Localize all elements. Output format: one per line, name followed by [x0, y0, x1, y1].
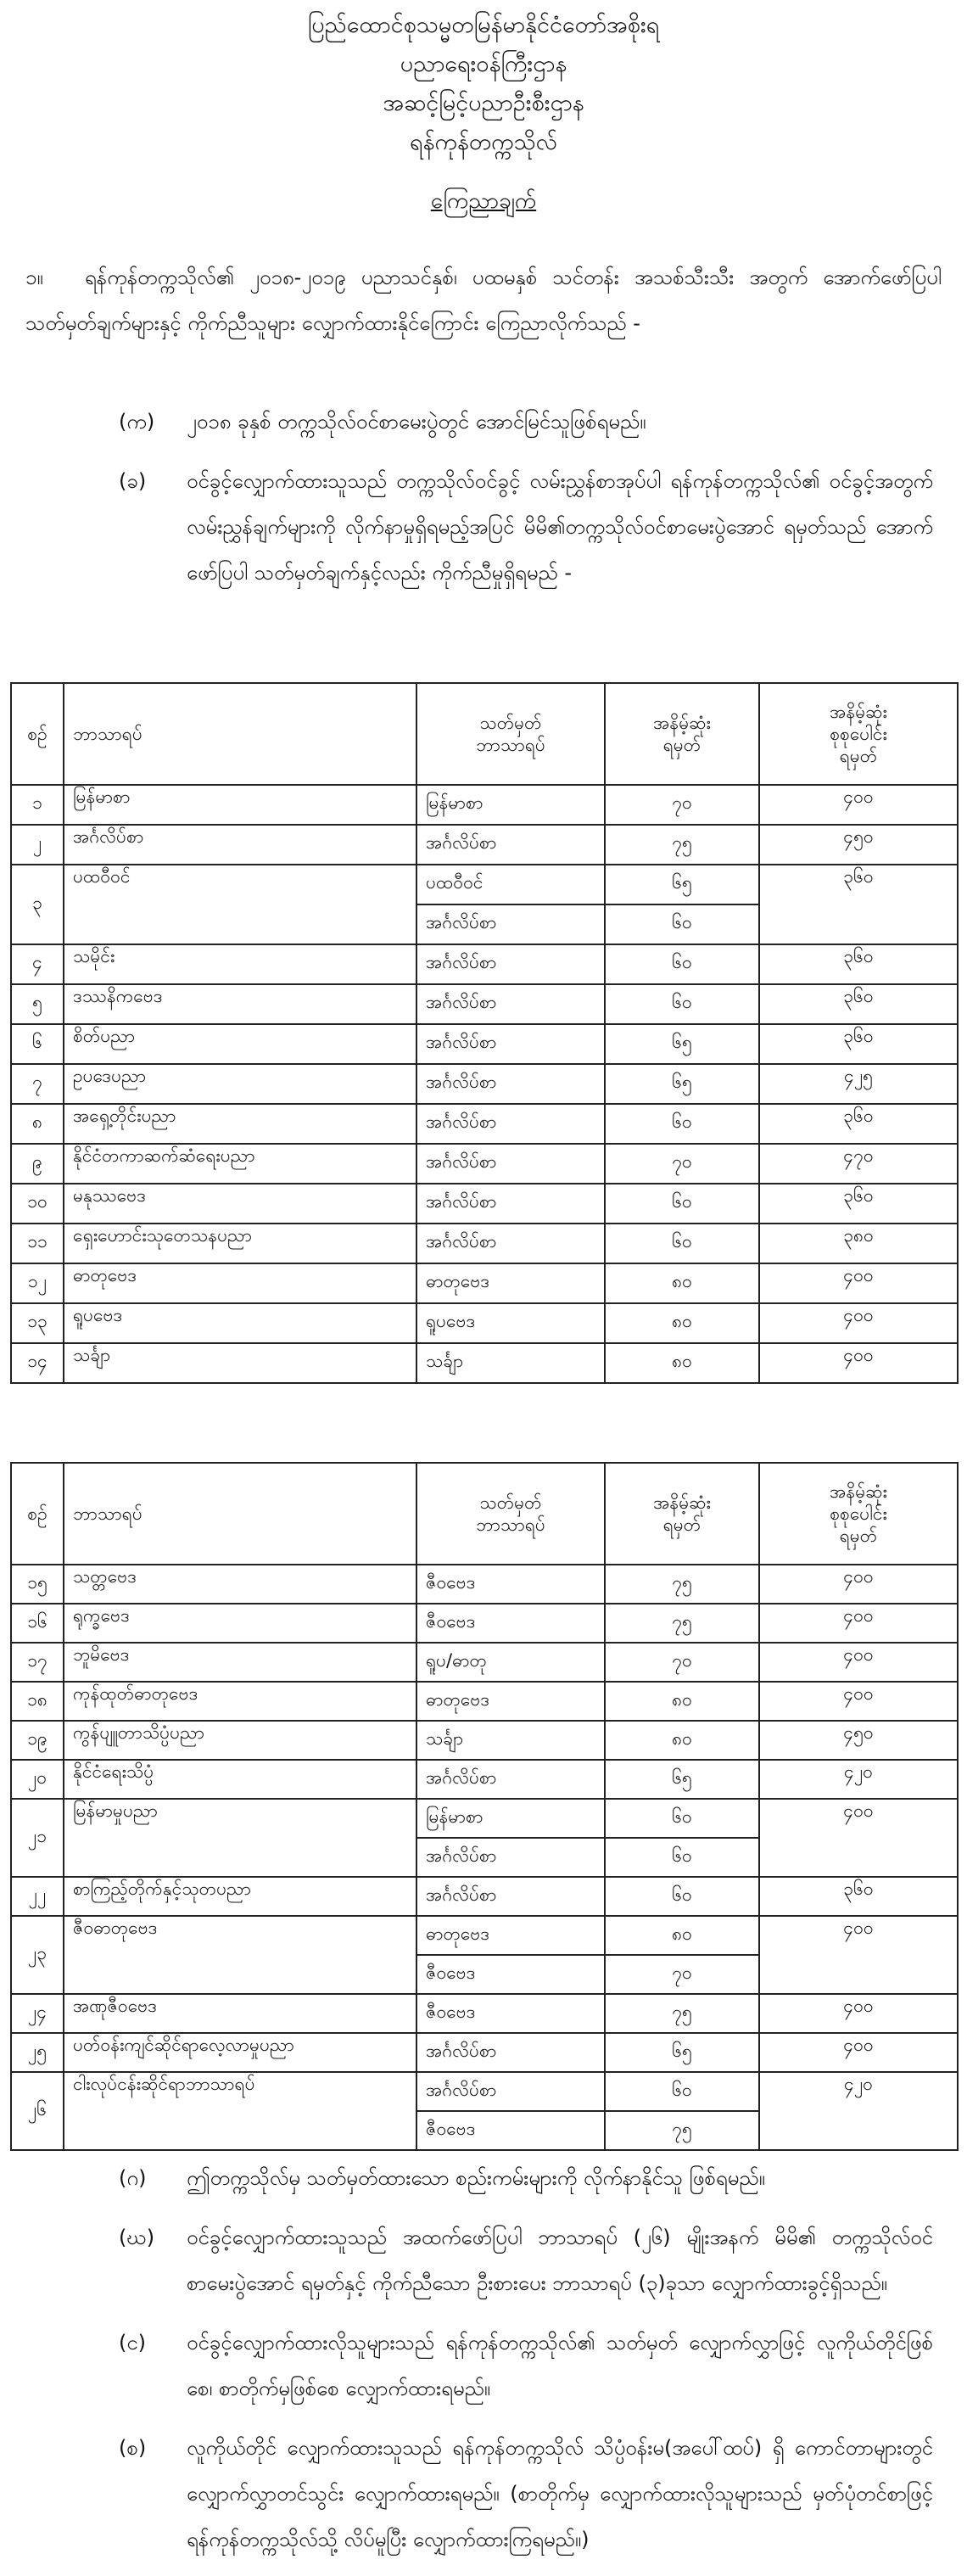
subject-cell: အရှေ့တိုင်းပညာ [64, 1104, 416, 1144]
table-row [11, 2072, 958, 2111]
total-score-cell: ၄၀၀ [759, 785, 958, 825]
condition-marker: (ဂ) [119, 2166, 147, 2190]
row-number: ၂၄ [11, 1994, 64, 2033]
subject-cell: ဓာတုဗေဒ [64, 1263, 416, 1303]
subject-cell: စာကြည့်တိုက်နှင့်သုတပညာ [64, 1877, 416, 1916]
header-no: စဉ် [11, 1463, 64, 1565]
total-score-cell: ၄၀၀ [759, 1565, 958, 1604]
total-score-cell: ၄၀၀ [759, 1994, 958, 2033]
row-number: ၂၁ [11, 1799, 64, 1877]
designated-subject-cell: ရူပ/ဓာတု [416, 1643, 605, 1682]
header-min-score: အနိမ့်ဆုံး ရမှတ် [605, 683, 759, 785]
subject-cell: နိုင်ငံတကာဆက်ဆံရေးပညာ [64, 1144, 416, 1184]
designated-subject-cell: အင်္ဂလိပ်စာ [416, 1838, 605, 1877]
row-number: ၁၁ [11, 1224, 64, 1263]
min-score-cell: ၇၅ [605, 1994, 759, 2033]
designated-subject-cell: ဓာတုဗေဒ [416, 1263, 605, 1303]
total-score-cell: ၃၆၀ [759, 1877, 958, 1916]
total-score-cell: ၄၀၀ [759, 1604, 958, 1643]
total-score-cell: ၄၀၀ [759, 1263, 958, 1303]
total-score-cell: ၃၆၀ [759, 1024, 958, 1064]
min-score-cell: ၆၀ [605, 1877, 759, 1916]
designated-subject-cell: အင်္ဂလိပ်စာ [416, 1760, 605, 1799]
table-row [11, 825, 958, 865]
row-number: ၃ [11, 865, 64, 944]
designated-subject-cell: ဇီဝဗေဒ [416, 1604, 605, 1643]
condition-item [119, 2215, 933, 2306]
designated-subject-cell: ဇီဝဗေဒ [416, 2111, 605, 2150]
table-row [11, 1064, 958, 1104]
min-score-cell: ၈၀ [605, 1263, 759, 1303]
row-number: ၂၂ [11, 1877, 64, 1916]
min-score-cell: ၆၀ [605, 944, 759, 984]
row-number: ၂ [11, 825, 64, 865]
header-total-score: အနိမ့်ဆုံး စုစုပေါင်း ရမှတ် [759, 1463, 958, 1565]
total-score-cell: ၄၂၀ [759, 2072, 958, 2150]
row-number: ၂၃ [11, 1916, 64, 1994]
intro-text: ရန်ကုန်တက္ကသိုလ်၏ ၂၀၁၈-၂၀၁၉ ပညာသင်နှစ်၊ ပထမနှစ် သင်တန်း အသစ်သီးသီး အတွက် အောက်ဖော်ပြပါ သတ်မှတ်ချက်များနှင့် ကိုက်ညီသူများ လျှောက်ထားနိုင်ကြောင်း ကြေညာလိုက်သည် - [25, 266, 942, 335]
min-score-cell: ၆၅ [605, 865, 759, 904]
condition-text: ဤတက္ကသိုလ်မှ သတ်မှတ်ထားသော စည်းကမ်းများကို လိုက်နာနိုင်သူ ဖြစ်ရမည်။ [187, 2166, 765, 2190]
min-score-cell: ၆၀ [605, 984, 759, 1024]
row-number: ၁၀ [11, 1184, 64, 1224]
subject-cell: ရုက္ခဗေဒ [64, 1604, 416, 1643]
designated-subject-cell: ပထဝီဝင် [416, 865, 605, 904]
designated-subject-cell: အင်္ဂလိပ်စာ [416, 2072, 605, 2111]
condition-marker: (ခ) [119, 469, 147, 493]
row-number: ၄ [11, 944, 64, 984]
total-score-cell: ၄၀၀ [759, 2033, 958, 2072]
table-header-row [11, 683, 958, 785]
condition-text: လူကိုယ်တိုင် လျှောက်ထားသူသည် ရန်ကုန်တက္ကသိုလ် သိပ္ပံဝန်းမ(အပေါ်ထပ်) ရှိ ကောင်တာများတွင် လျှောက်လွှာတင်သွင်း လျှောက်ထားရမည်။ (စာတိုက်မှ လျှောက်ထားလိုသူများသည် မှတ်ပုံတင်စာဖြင့် ရန်ကုန်တက္ကသိုလ်သို့ လိပ်မူပြီး လျှောက်ထားကြရမည်။) [187, 2436, 933, 2551]
total-score-cell: ၄၀၀ [759, 1682, 958, 1721]
total-score-cell: ၄၂၀ [759, 1760, 958, 1799]
table-row [11, 1760, 958, 1799]
condition-text: ဝင်ခွင့်လျှောက်ထားသူသည် တက္ကသိုလ်ဝင်ခွင့် လမ်းညွှန်စာအုပ်ပါ ရန်ကုန်တက္ကသိုလ်၏ ဝင်ခွင့်အတွက် လမ်းညွှန်ချက်များကို လိုက်နာမှုရှိရမည့်အပြင် မိမိ၏တက္ကသိုလ်ဝင်စာမေးပွဲအောင် ရမှတ်သည် အောက်ဖော်ပြပါ သတ်မှတ်ချက်နှင့်လည်း ကိုက်ညီမှုရှိရမည် - [187, 469, 933, 585]
min-score-cell: ၆၀ [605, 1838, 759, 1877]
total-score-cell: ၃၈၀ [759, 1224, 958, 1263]
row-number: ၆ [11, 1024, 64, 1064]
table-row [11, 1024, 958, 1064]
row-number: ၁၃ [11, 1303, 64, 1343]
designated-subject-cell: အင်္ဂလိပ်စာ [416, 944, 605, 984]
designated-subject-cell: အင်္ဂလိပ်စာ [416, 984, 605, 1024]
designated-subject-cell: အင်္ဂလိပ်စာ [416, 825, 605, 865]
total-score-cell: ၄၅၀ [759, 825, 958, 865]
row-number: ၂၀ [11, 1760, 64, 1799]
row-number: ၁၂ [11, 1263, 64, 1303]
designated-subject-cell: ဇီဝဗေဒ [416, 1565, 605, 1604]
table-row [11, 1877, 958, 1916]
table-row [11, 2033, 958, 2072]
subject-cell: အင်္ဂလိပ်စာ [64, 825, 416, 865]
table-row [11, 1343, 958, 1383]
min-score-cell: ၆၅ [605, 1064, 759, 1104]
total-score-cell: ၃၆၀ [759, 1184, 958, 1224]
conditions-list [119, 399, 933, 609]
designated-subject-cell: အင်္ဂလိပ်စာ [416, 1224, 605, 1263]
total-score-cell: ၃၆၀ [759, 1104, 958, 1144]
designated-subject-cell: အင်္ဂလိပ်စာ [416, 1104, 605, 1144]
table-row [11, 1799, 958, 1838]
intro-number: ၁။ [25, 266, 43, 289]
min-score-cell: ၇၅ [605, 1604, 759, 1643]
total-score-cell: ၄၅၀ [759, 1721, 958, 1760]
header-government: ပြည်ထောင်စုသမ္မတမြန်မာနိုင်ငံတော်အစိုးရ [307, 12, 660, 38]
table-row [11, 944, 958, 984]
condition-marker: (က) [119, 410, 155, 434]
min-score-cell: ၇၅ [605, 825, 759, 865]
designated-subject-cell: အင်္ဂလိပ်စာ [416, 1184, 605, 1224]
min-score-cell: ၆၀ [605, 2072, 759, 2111]
subject-cell: ဥပဒေပညာ [64, 1064, 416, 1104]
designated-subject-cell: ဇီဝဗေဒ [416, 1955, 605, 1994]
designated-subject-cell: သင်္ချာ [416, 1721, 605, 1760]
subject-cell: ငါးလုပ်ငန်းဆိုင်ရာဘာသာရပ် [64, 2072, 416, 2150]
subject-cell: မြန်မာစာ [64, 785, 416, 825]
row-number: ၁၅ [11, 1565, 64, 1604]
designated-subject-cell: မြန်မာစာ [416, 1799, 605, 1838]
min-score-cell: ၈၀ [605, 1343, 759, 1383]
condition-item [119, 2425, 933, 2562]
min-score-cell: ၈၀ [605, 1303, 759, 1343]
header-no: စဉ် [11, 683, 64, 785]
row-number: ၂၆ [11, 2072, 64, 2150]
header-min-score: အနိမ့်ဆုံး ရမှတ် [605, 1463, 759, 1565]
subject-cell: ပတ်ဝန်းကျင်ဆိုင်ရာလေ့လာမှုပညာ [64, 2033, 416, 2072]
designated-subject-cell: အင်္ဂလိပ်စာ [416, 1144, 605, 1184]
condition-text: ၂၀၁၈ ခုနှစ် တက္ကသိုလ်ဝင်စာမေးပွဲတွင် အောင်မြင်သူဖြစ်ရမည်။ [187, 410, 646, 434]
header-designated: သတ်မှတ် ဘာသာရပ် [416, 1463, 605, 1565]
min-score-cell: ၇၅ [605, 1565, 759, 1604]
condition-item [119, 458, 933, 596]
total-score-cell: ၃၆၀ [759, 984, 958, 1024]
table-row [11, 1604, 958, 1643]
row-number: ၈ [11, 1104, 64, 1144]
min-score-cell: ၆၀ [605, 1104, 759, 1144]
row-number: ၁၆ [11, 1604, 64, 1643]
condition-item [119, 2320, 933, 2411]
condition-marker: (စ) [119, 2436, 147, 2460]
min-score-cell: ၇၅ [605, 2111, 759, 2150]
total-score-cell: ၄၀၀ [759, 1343, 958, 1383]
requirements-table-2 [10, 1462, 959, 2151]
total-score-cell: ၄၂၅ [759, 1064, 958, 1104]
min-score-cell: ၇၀ [605, 1144, 759, 1184]
min-score-cell: ၆၀ [605, 1184, 759, 1224]
requirements-table-1 [10, 682, 959, 1384]
row-number: ၁၉ [11, 1721, 64, 1760]
min-score-cell: ၇၀ [605, 1643, 759, 1682]
row-number: ၉ [11, 1144, 64, 1184]
total-score-cell: ၃၆၀ [759, 944, 958, 984]
table-row [11, 1144, 958, 1184]
subject-cell: ရှေးဟောင်းသုတေသနပညာ [64, 1224, 416, 1263]
header-subject: ဘာသာရပ် [64, 1463, 416, 1565]
min-score-cell: ၈၀ [605, 1721, 759, 1760]
subject-cell: မနုဿဗေဒ [64, 1184, 416, 1224]
subject-cell: သင်္ချာ [64, 1343, 416, 1383]
row-number: ၁၇ [11, 1643, 64, 1682]
total-score-cell: ၄၀၀ [759, 1916, 958, 1994]
designated-subject-cell: မြန်မာစာ [416, 785, 605, 825]
subject-cell: အဏုဇီဝဗေဒ [64, 1994, 416, 2033]
table-row [11, 1224, 958, 1263]
row-number: ၁ [11, 785, 64, 825]
table-row [11, 1104, 958, 1144]
row-number: ၇ [11, 1064, 64, 1104]
designated-subject-cell: ဓာတုဗေဒ [416, 1682, 605, 1721]
row-number: ၅ [11, 984, 64, 1024]
table-row [11, 1994, 958, 2033]
table-row [11, 984, 958, 1024]
designated-subject-cell: ဓာတုဗေဒ [416, 1916, 605, 1955]
header-university: ရန်ကုန်တက္ကသိုလ် [410, 129, 557, 155]
condition-item [119, 399, 933, 445]
total-score-cell: ၄၀၀ [759, 1303, 958, 1343]
notice-title: ကြေညာချက် [430, 188, 537, 214]
subject-cell: စိတ်ပညာ [64, 1024, 416, 1064]
min-score-cell: ၇၀ [605, 785, 759, 825]
designated-subject-cell: အင်္ဂလိပ်စာ [416, 1024, 605, 1064]
condition-marker: (င) [119, 2331, 147, 2355]
footer-conditions-list [119, 2155, 933, 2576]
designated-subject-cell: အင်္ဂလိပ်စာ [416, 1064, 605, 1104]
intro-paragraph [25, 255, 942, 346]
table-row [11, 1643, 958, 1682]
table-row [11, 1565, 958, 1604]
header-ministry: ပညာရေးဝန်ကြီးဌာန [400, 51, 567, 77]
designated-subject-cell: သင်္ချာ [416, 1343, 605, 1383]
condition-item [119, 2155, 933, 2201]
row-number: ၂၅ [11, 2033, 64, 2072]
subject-cell: ကုန်ထုတ်ဓာတုဗေဒ [64, 1682, 416, 1721]
table-row [11, 1682, 958, 1721]
header-designated: သတ်မှတ် ဘာသာရပ် [416, 683, 605, 785]
min-score-cell: ၆၀ [605, 904, 759, 944]
subject-cell: သတ္တဗေဒ [64, 1565, 416, 1604]
table-row [11, 1303, 958, 1343]
table-row [11, 1184, 958, 1224]
subject-cell: ရူပဗေဒ [64, 1303, 416, 1343]
row-number: ၁၈ [11, 1682, 64, 1721]
designated-subject-cell: အင်္ဂလိပ်စာ [416, 1877, 605, 1916]
min-score-cell: ၆၅ [605, 1024, 759, 1064]
min-score-cell: ၆၅ [605, 2033, 759, 2072]
subject-cell: သမိုင်း [64, 944, 416, 984]
total-score-cell: ၃၆၀ [759, 865, 958, 944]
designated-subject-cell: ရူပဗေဒ [416, 1303, 605, 1343]
header-subject: ဘာသာရပ် [64, 683, 416, 785]
row-number: ၁၄ [11, 1343, 64, 1383]
condition-text: ဝင်ခွင့်လျှောက်ထားသူသည် အထက်ဖော်ပြပါ ဘာသာရပ် (၂၆) မျိုးအနက် မိမိ၏ တက္ကသိုလ်ဝင်စာမေးပွဲအောင် ရမှတ်နှင့် ကိုက်ညီသော ဦးစားပေး ဘာသာရပ် (၃)ခုသာ လျှောက်ထားခွင့်ရှိသည်။ [187, 2226, 933, 2295]
subject-cell: ဒဿနိကဗေဒ [64, 984, 416, 1024]
min-score-cell: ၆၅ [605, 1760, 759, 1799]
subject-cell: ပထဝီဝင် [64, 865, 416, 944]
condition-text: ဝင်ခွင့်လျှောက်ထားလိုသူများသည် ရန်ကုန်တက္ကသိုလ်၏ သတ်မှတ် လျှောက်လွှာဖြင့် လူကိုယ်တိုင်ဖြစ်စေ၊ စာတိုက်မှဖြစ်စေ လျှောက်ထားရမည်။ [187, 2331, 933, 2400]
table-row [11, 865, 958, 904]
subject-cell: ကွန်ပျူတာသိပ္ပံပညာ [64, 1721, 416, 1760]
total-score-cell: ၄၀၀ [759, 1643, 958, 1682]
subject-cell: ဘူမိဗေဒ [64, 1643, 416, 1682]
header-total-score: အနိမ့်ဆုံး စုစုပေါင်း ရမှတ် [759, 683, 958, 785]
table-row [11, 1916, 958, 1955]
table-row [11, 1721, 958, 1760]
header-department: အဆင့်မြင့်ပညာဦးစီးဌာန [383, 90, 584, 116]
min-score-cell: ၆၀ [605, 1224, 759, 1263]
min-score-cell: ၈၀ [605, 1682, 759, 1721]
min-score-cell: ၇၀ [605, 1955, 759, 1994]
table-header-row [11, 1463, 958, 1565]
min-score-cell: ၆၀ [605, 1799, 759, 1838]
total-score-cell: ၄၀၀ [759, 1799, 958, 1877]
designated-subject-cell: ဇီဝဗေဒ [416, 1994, 605, 2033]
total-score-cell: ၄၇၀ [759, 1144, 958, 1184]
designated-subject-cell: အင်္ဂလိပ်စာ [416, 904, 605, 944]
table-row [11, 785, 958, 825]
subject-cell: မြန်မာမှုပညာ [64, 1799, 416, 1877]
condition-marker: (ဃ) [119, 2226, 155, 2249]
table-row [11, 1263, 958, 1303]
min-score-cell: ၈၀ [605, 1916, 759, 1955]
subject-cell: ဇီဝဓာတုဗေဒ [64, 1916, 416, 1994]
designated-subject-cell: အင်္ဂလိပ်စာ [416, 2033, 605, 2072]
subject-cell: နိုင်ငံရေးသိပ္ပံ [64, 1760, 416, 1799]
